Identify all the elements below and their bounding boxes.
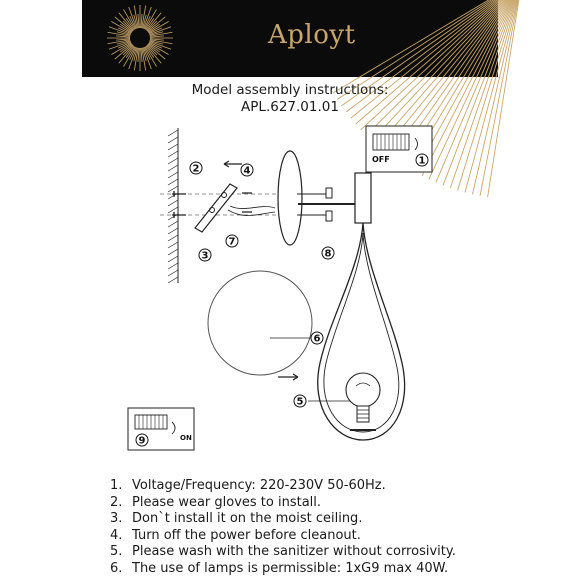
switch-on-label: ON [180, 434, 192, 442]
instructions-list [110, 478, 456, 577]
callout-6 [311, 332, 323, 345]
glass-shade [208, 271, 312, 375]
instruction-item: 6. The use of lamps is permissible: 1xG9 max 40W. [110, 560, 449, 576]
callout-1 [416, 154, 428, 167]
switch-off-label: OFF [372, 155, 390, 164]
svg-text:4: 4 [243, 165, 251, 177]
brand-logo: Aployt [268, 20, 356, 50]
svg-text:9: 9 [138, 435, 146, 447]
svg-text:1: 1 [418, 155, 426, 167]
svg-text:7: 7 [228, 236, 236, 248]
callout-5 [294, 395, 306, 408]
callout-3 [199, 249, 211, 262]
callout-8 [322, 247, 334, 260]
callout-2 [190, 162, 202, 175]
screw-icon [172, 191, 186, 218]
instruction-item: 3. Don`t install it on the moist ceiling. [110, 511, 363, 526]
svg-text:2: 2 [192, 163, 200, 175]
callout-4 [241, 164, 253, 177]
instruction-item: 5. Please wash with the sanitizer without corrosivity. [110, 544, 456, 559]
svg-text:5: 5 [296, 396, 304, 408]
assembly-diagram [138, 118, 490, 458]
model-number: APL.627.01.01 [241, 99, 339, 115]
instruction-item: 2. Please wear gloves to install. [110, 494, 322, 510]
mounting-bracket [195, 184, 237, 232]
callout-7 [226, 235, 238, 248]
instruction-item: 4. Turn off the power before cleanout. [110, 527, 361, 543]
arm-mount [355, 173, 371, 223]
canopy-plate [278, 151, 302, 245]
document-title [0, 82, 580, 116]
svg-text:3: 3 [201, 250, 209, 262]
title-line: Model assembly instructions: [191, 82, 389, 98]
arrow-icon [278, 374, 298, 380]
header-banner [82, 0, 498, 77]
instruction-item: 1. Voltage/Frequency: 220-230V 50-60Hz. [110, 478, 386, 493]
bulb-icon [346, 373, 380, 407]
arrow-icon [224, 161, 242, 167]
svg-text:6: 6 [313, 333, 321, 345]
callout-9 [136, 434, 148, 447]
svg-text:8: 8 [324, 248, 332, 260]
